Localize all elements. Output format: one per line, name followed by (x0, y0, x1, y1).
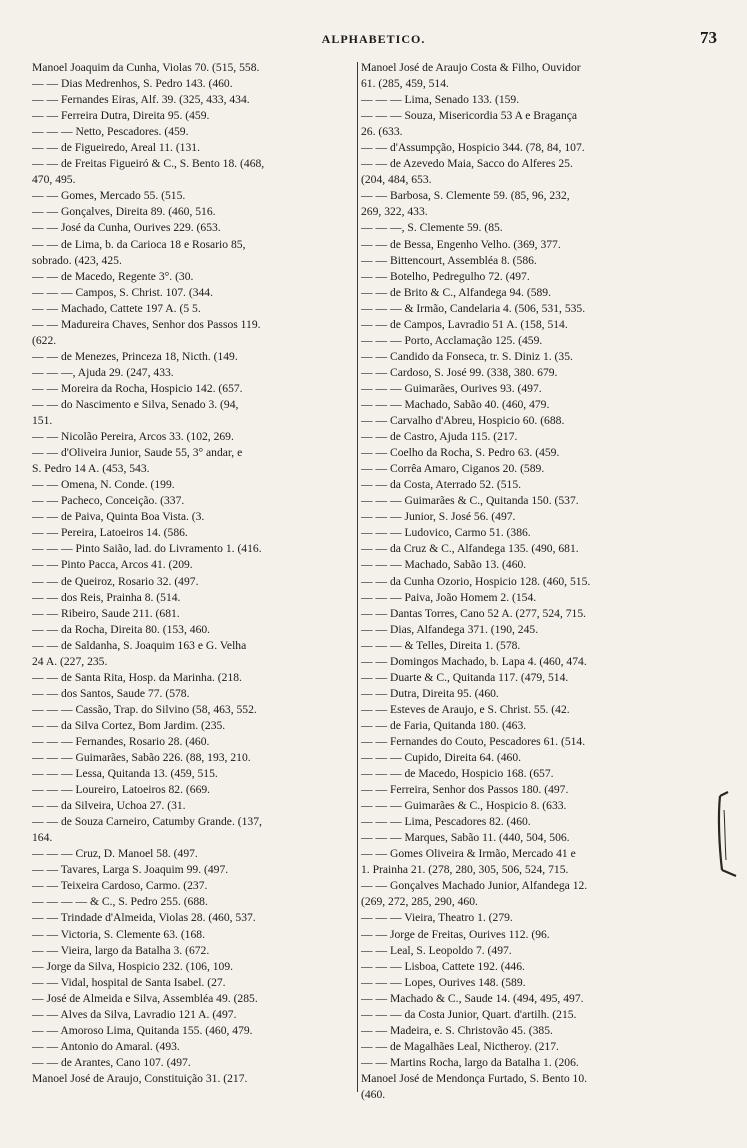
directory-entry-line: 164. (32, 831, 53, 845)
directory-entry-line: Manoel José de Mendonça Furtado, S. Bento 10. (361, 1071, 588, 1085)
directory-entry-line: — — Botelho, Pedregulho 72. (497. (361, 269, 530, 283)
directory-entry-line: — — Vidal, hospital de Santa Isabel. (27. (32, 975, 226, 989)
directory-entry-line: — — Fernandes do Couto, Pescadores 61. (514. (361, 734, 586, 748)
directory-entry-line: — — Antonio do Amaral. (493. (32, 1039, 180, 1053)
directory-entry-line: — — Bittencourt, Assembléa 8. (586. (361, 253, 537, 267)
directory-entry-line: — — — da Costa Junior, Quart. d'artilh. (215. (361, 1007, 577, 1021)
directory-entry-line: — — Tavares, Larga S. Joaquim 99. (497. (32, 863, 229, 877)
directory-entry-line: — — Gonçalves, Direita 89. (460, 516. (32, 205, 216, 219)
directory-entry-line: — — — Guimarães, Ourives 93. (497. (361, 381, 542, 395)
directory-entry-line: — — Trindade d'Almeida, Violas 28. (460, 537. (32, 911, 256, 925)
directory-entry-line: — — da Cunha Ozorio, Hospicio 128. (460, 515. (361, 574, 591, 588)
directory-entry-line: — — de Castro, Ajuda 115. (217. (361, 430, 518, 444)
directory-entry-line: — — Madeira, e. S. Christovão 45. (385. (361, 1023, 553, 1037)
directory-entry-line: — — — Lessa, Quitanda 13. (459, 515. (32, 767, 218, 781)
directory-entry-line: — — Dantas Torres, Cano 52 A. (277, 524, 715. (361, 606, 587, 620)
directory-entry-line: Manoel Joaquim da Cunha, Violas 70. (515, 558. (32, 61, 260, 74)
directory-entry-line: — — — Lopes, Ourives 148. (589. (361, 975, 526, 989)
directory-entry-line: — — — Junior, S. José 56. (497. (361, 510, 516, 524)
directory-entry-line: — — da Silva Cortez, Bom Jardim. (235. (32, 718, 226, 732)
directory-entry-line: — — Carvalho d'Abreu, Hospicio 60. (688. (361, 414, 565, 428)
directory-entry-line: — — de Paiva, Quinta Boa Vista. (3. (32, 510, 205, 524)
directory-entry-line: — — — Marques, Sabão 11. (440, 504, 506. (361, 831, 570, 845)
directory-entry-line: — — de Lima, b. da Carioca 18 e Rosario 85, (32, 237, 246, 251)
directory-entry-line: — — — Paiva, João Homem 2. (154. (361, 590, 537, 604)
directory-entry-line: — — Duarte & C., Quitanda 117. (479, 514. (361, 670, 569, 684)
directory-entry-line: — — —, Ajuda 29. (247, 433. (32, 365, 174, 379)
directory-entry-line: — — Domingos Machado, b. Lapa 4. (460, 474. (361, 654, 587, 668)
directory-entry-line: — — da Cruz & C., Alfandega 135. (490, 681. (361, 542, 579, 556)
directory-entry-line: — — — Netto, Pescadores. (459. (32, 125, 189, 139)
directory-entry-line: (622. (32, 333, 57, 347)
directory-entry-line: — — — Loureiro, Latoeiros 82. (669. (32, 783, 211, 797)
directory-entry-line: — — Ferreira Dutra, Direita 95. (459. (32, 109, 210, 123)
directory-entry-line: — — Moreira da Rocha, Hospicio 142. (657. (32, 381, 243, 395)
directory-entry-line: — Jorge da Silva, Hospicio 232. (106, 109. (32, 959, 234, 973)
directory-entry-line: — — Omena, N. Conde. (199. (32, 478, 175, 492)
directory-entry-line: — — Dutra, Direita 95. (460. (361, 686, 499, 700)
directory-entry-line: — — d'Oliveira Junior, Saude 55, 3° andar, e (32, 446, 243, 460)
directory-entry-line: — — Ribeiro, Saude 211. (681. (32, 606, 180, 620)
directory-entry-line: — — — de Macedo, Hospicio 168. (657. (361, 767, 554, 781)
directory-entry-line: 24 A. (227, 235. (32, 654, 108, 668)
page-number: 73 (700, 28, 717, 47)
directory-entry-line: — — Victoria, S. Clemente 63. (168. (32, 927, 205, 941)
directory-entry-line: — — Machado, Cattete 197 A. (5 5. (32, 301, 201, 315)
directory-entry-line: — — — & Irmão, Candelaria 4. (506, 531, 535. (361, 301, 586, 315)
directory-entry-line: — — Corrêa Amaro, Ciganos 20. (589. (361, 462, 545, 476)
directory-entry-line: — — — Cassão, Trap. do Silvino (58, 463, 552. (32, 702, 257, 716)
directory-entry-line: — — — Guimarães & C., Quitanda 150. (537. (361, 494, 579, 508)
directory-entry-line: — — d'Assumpção, Hospicio 344. (78, 84, 107. (361, 141, 585, 155)
directory-entry-line: — — de Figueiredo, Areal 11. (131. (32, 141, 200, 155)
directory-entry-line: — — Gomes Oliveira & Irmão, Mercado 41 e (361, 847, 576, 861)
directory-entry-line: — — Vieira, largo da Batalha 3. (672. (32, 943, 210, 957)
directory-entry-line: 1. Prainha 21. (278, 280, 305, 506, 524, 715. (361, 863, 569, 877)
directory-entry-line: — — — Vieira, Theatro 1. (279. (361, 911, 513, 925)
directory-entry-line: — — de Azevedo Maia, Sacco do Alferes 25. (361, 157, 573, 171)
directory-entry-line: — — dos Santos, Saude 77. (578. (32, 686, 190, 700)
directory-entry-line: — — de Queiroz, Rosario 32. (497. (32, 574, 199, 588)
directory-entry-line: — — Ferreira, Senhor dos Passos 180. (497. (361, 783, 569, 797)
directory-entry-line: — — Cardoso, S. José 99. (338, 380. 679. (361, 365, 558, 379)
directory-entry-line: — — da Costa, Aterrado 52. (515. (361, 478, 522, 492)
directory-entry-line: — — — Lisboa, Cattete 192. (446. (361, 959, 525, 973)
page-header (0, 30, 747, 54)
directory-entry-line: — — de Bessa, Engenho Velho. (369, 377. (361, 237, 561, 251)
directory-entry-line: (460. (361, 1088, 386, 1101)
directory-entry-line: — — Pereira, Latoeiros 14. (586. (32, 526, 188, 540)
directory-entry-line: — — Teixeira Cardoso, Carmo. (237. (32, 879, 208, 893)
directory-entry-line: — — de Souza Carneiro, Catumby Grande. (137, (32, 815, 262, 829)
directory-entry-line: — — — Porto, Acclamação 125. (459. (361, 333, 543, 347)
directory-entry-line: (269, 272, 285, 290, 460. (361, 895, 478, 909)
directory-entry-line: — — — Fernandes, Rosario 28. (460. (32, 734, 210, 748)
directory-entry-line: — — de Campos, Lavradio 51 A. (158, 514. (361, 317, 568, 331)
directory-entry-line: — — Gonçalves Machado Junior, Alfandega 12. (361, 879, 588, 893)
directory-entry-line: — — Fernandes Eiras, Alf. 39. (325, 433, 434. (32, 93, 250, 107)
directory-entry-line: 151. (32, 414, 53, 428)
directory-entry-line: — — Leal, S. Leopoldo 7. (497. (361, 943, 512, 957)
directory-entry-line: — — — Machado, Sabão 40. (460, 479. (361, 397, 550, 411)
directory-entry-line: — — — Cruz, D. Manoel 58. (497. (32, 847, 198, 861)
directory-entry-line: 61. (285, 459, 514. (361, 77, 449, 91)
directory-entry-line: — — Madureira Chaves, Senhor dos Passos 119. (32, 317, 261, 331)
directory-entry-line: — — — — & C., S. Pedro 255. (688. (32, 895, 208, 909)
directory-entry-line: — — Nicolão Pereira, Arcos 33. (102, 269. (32, 430, 234, 444)
directory-entry-line: — — Pacheco, Conceição. (337. (32, 494, 185, 508)
page-title: ALPHABETICO. (321, 32, 426, 46)
directory-entry-line: — — Barbosa, S. Clemente 59. (85, 96, 232, (361, 189, 570, 203)
directory-entry-line: — — de Macedo, Regente 3°. (30. (32, 269, 194, 283)
directory-entry-line: Manoel José de Araujo, Constituição 31. (217. (32, 1071, 248, 1085)
directory-entry-line: — — Alves da Silva, Lavradio 121 A. (497. (32, 1007, 237, 1021)
directory-entry-line: (204, 484, 653. (361, 173, 432, 187)
directory-entry-line: — José de Almeida e Silva, Assembléa 49. (285. (32, 991, 258, 1005)
directory-entry-line: Manoel José de Araujo Costa & Filho, Ouvidor (361, 61, 581, 74)
directory-entry-line: — — —, S. Clemente 59. (85. (361, 221, 503, 235)
directory-entry-line: — — — Lima, Pescadores 82. (460. (361, 815, 531, 829)
directory-entry-line: — — Gomes, Mercado 55. (515. (32, 189, 186, 203)
directory-entry-line: — — Esteves de Araujo, e S. Christ. 55. (42. (361, 702, 570, 716)
directory-entry-line: — — — Ludovico, Carmo 51. (386. (361, 526, 531, 540)
directory-entry-line: — — Machado & C., Saude 14. (494, 495, 497. (361, 991, 584, 1005)
directory-entry-line: — — — Pinto Saião, lad. do Livramento 1. (416. (32, 542, 262, 556)
directory-entry-line: — — Candido da Fonseca, tr. S. Diniz 1. (35. (361, 349, 573, 363)
directory-entry-line: — — Coelho da Rocha, S. Pedro 63. (459. (361, 446, 560, 460)
directory-entry-line: — — de Menezes, Princeza 18, Nicth. (149. (32, 349, 238, 363)
directory-entry-line: — — de Arantes, Cano 107. (497. (32, 1055, 191, 1069)
directory-entry-line: — — Amoroso Lima, Quitanda 155. (460, 479. (32, 1023, 253, 1037)
directory-entry-line: — — de Saldanha, S. Joaquim 163 e G. Velha (32, 638, 247, 652)
directory-entry-line: — — da Silveira, Uchoa 27. (31. (32, 799, 186, 813)
margin-bracket-mark (716, 790, 740, 880)
directory-entry-line: — — — Guimarães & C., Hospicio 8. (633. (361, 799, 567, 813)
directory-entry-line: — — de Santa Rita, Hosp. da Marinha. (218. (32, 670, 242, 684)
directory-entry-line: 26. (633. (361, 125, 403, 139)
directory-entry-line: — — — Cupido, Direita 64. (460. (361, 751, 522, 765)
directory-entry-line: — — da Rocha, Direita 80. (153, 460. (32, 622, 211, 636)
directory-entry-line: — — Martins Rocha, largo da Batalha 1. (206. (361, 1055, 579, 1069)
directory-entry-line: — — — Lima, Senado 133. (159. (361, 93, 520, 107)
directory-entry-line: — — Jorge de Freitas, Ourives 112. (96. (361, 927, 550, 941)
directory-entry-line: — — — Machado, Sabão 13. (460. (361, 558, 527, 572)
directory-entry-line: — — de Faria, Quitanda 180. (463. (361, 718, 527, 732)
directory-entry-line: — — de Magalhães Leal, Nictheroy. (217. (361, 1039, 559, 1053)
directory-entry-line: — — — Souza, Misericordia 53 A e Bragança (361, 109, 578, 123)
directory-entry-line: — — dos Reis, Prainha 8. (514. (32, 590, 181, 604)
right-column (361, 60, 713, 1103)
directory-entry-line: — — Pinto Pacca, Arcos 41. (209. (32, 558, 193, 572)
directory-entry-line: — — — Campos, S. Christ. 107. (344. (32, 285, 213, 299)
directory-entry-line: — — — & Telles, Direita 1. (578. (361, 638, 521, 652)
directory-entry-line: — — de Brito & C., Alfandega 94. (589. (361, 285, 551, 299)
directory-entry-line: — — — Guimarães, Sabão 226. (88, 193, 210. (32, 751, 251, 765)
column-divider (357, 62, 358, 1092)
directory-entry-line: 269, 322, 433. (361, 205, 428, 219)
directory-entry-line: S. Pedro 14 A. (453, 543. (32, 462, 150, 476)
directory-entry-line: — — José da Cunha, Ourives 229. (653. (32, 221, 221, 235)
directory-entry-line: sobrado. (423, 425. (32, 253, 122, 267)
directory-entry-line: — — Dias Medrenhos, S. Pedro 143. (460. (32, 77, 233, 91)
directory-entry-line: 470, 495. (32, 173, 76, 187)
directory-entry-line: — — do Nascimento e Silva, Senado 3. (94, (32, 397, 239, 411)
left-column (32, 60, 384, 1087)
directory-entry-line: — — de Freitas Figueiró & C., S. Bento 18. (468, (32, 157, 265, 171)
directory-entry-line: — — Dias, Alfandega 371. (190, 245. (361, 622, 539, 636)
